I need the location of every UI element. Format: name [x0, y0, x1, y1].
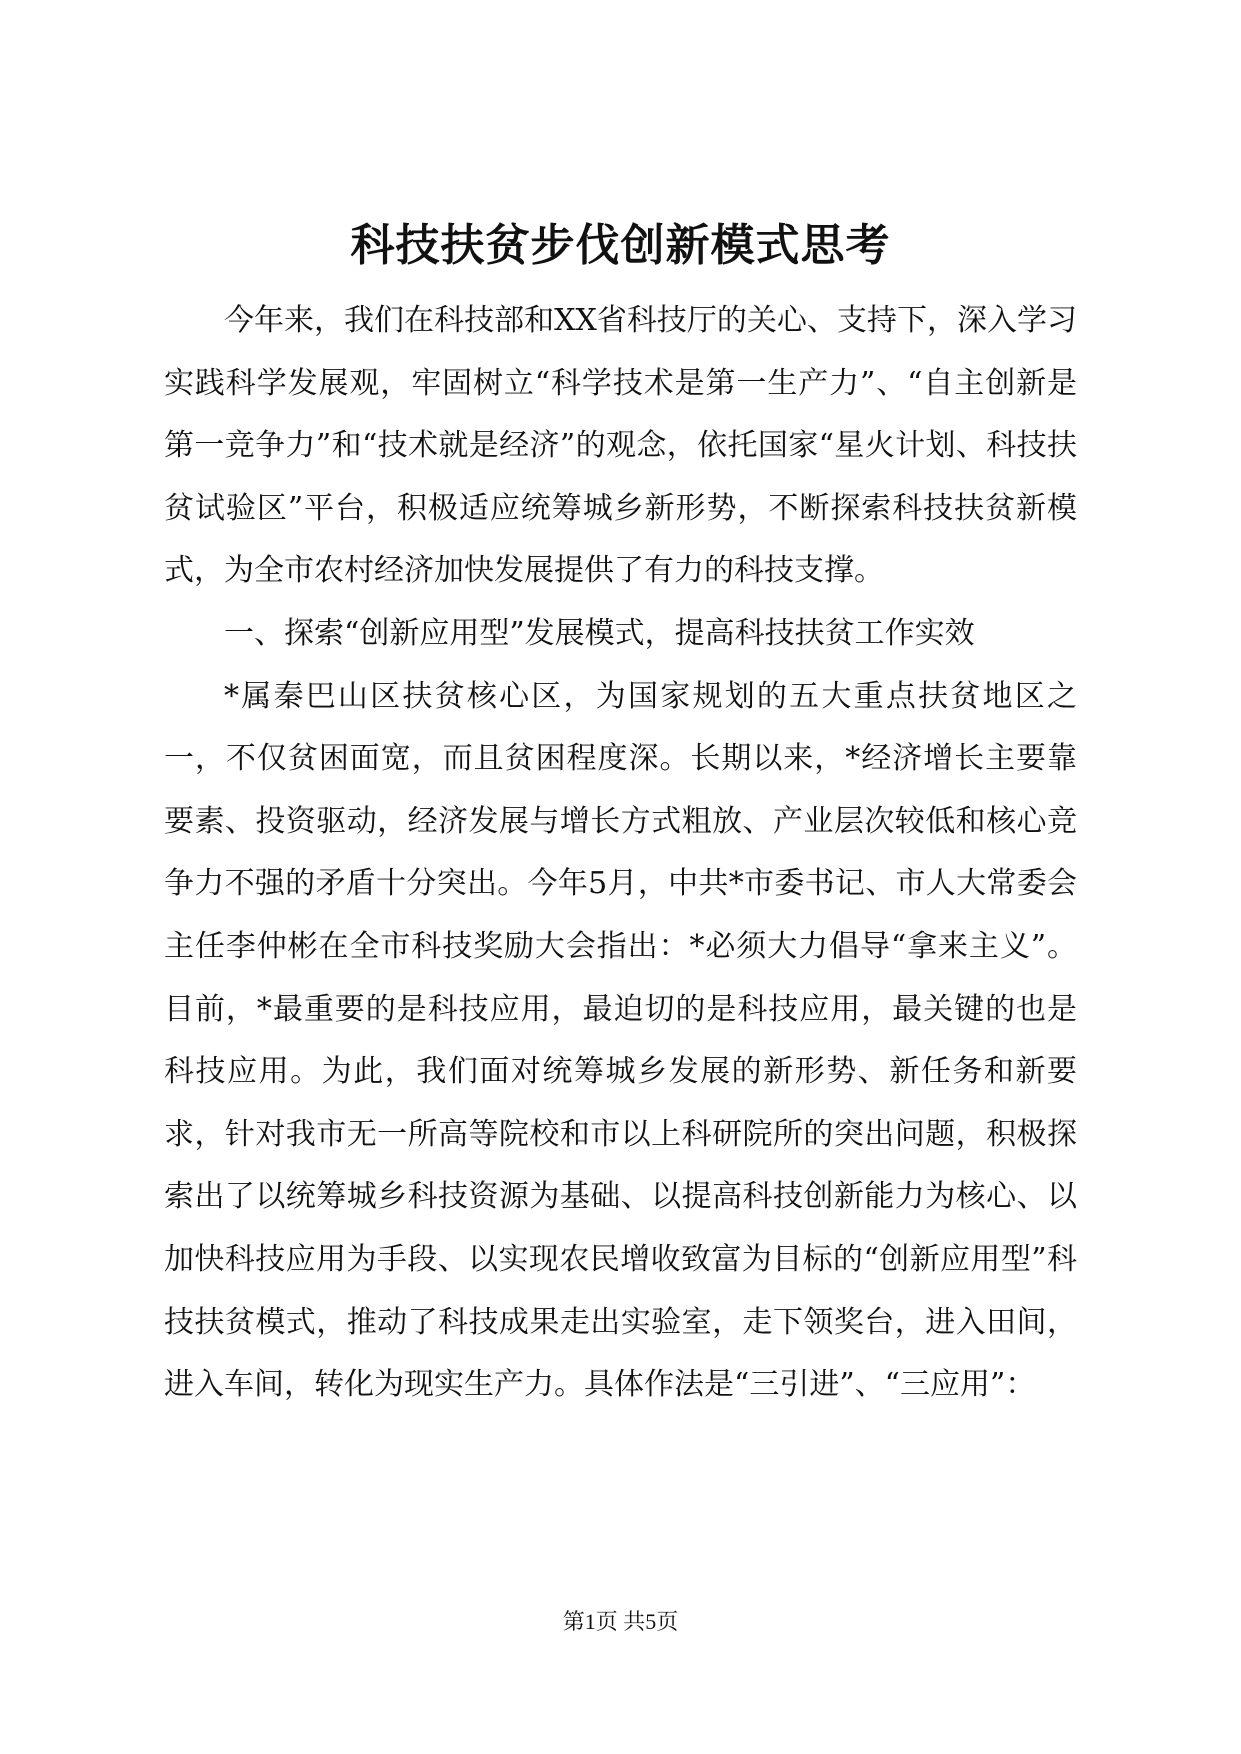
section-heading-1: 一、探索“创新应用型”发展模式，提高科技扶贫工作实效	[224, 615, 975, 651]
document-body	[164, 290, 1077, 1417]
paragraph-section-1: *属秦巴山区扶贫核心区，为国家规划的五大重点扶贫地区之一，不仅贫困面宽，而且贫困程度深。长期以来，*经济增长主要靠要素、投资驱动，经济发展与增长方式粗放、产业层次较低和核心竞争力不强的矛盾十分突出。今年5月，中共*市委书记、市人大常委会主任李仲彬在全市科技奖励大会指出：*必须大力倡导“拿来主义”。目前，*最重要的是科技应用，最迫切的是科技应用，最关键的也是科技应用。为此，我们面对统筹城乡发展的新形势、新任务和新要求，针对我市无一所高等院校和市以上科研院所的突出问题，积极探索出了以统筹城乡科技资源为基础、以提高科技创新能力为核心、以加快科技应用为手段、以实现农民增收致富为目标的“创新应用型”科技扶贫模式，推动了科技成果走出实验室，走下领奖台，进入田间，进入车间，转化为现实生产力。具体作法是“三引进”、“三应用”：	[164, 678, 1077, 1403]
page-number-footer: 第1页 共5页	[562, 1609, 679, 1634]
paragraph-intro: 今年来，我们在科技部和XX省科技厅的关心、支持下，深入学习实践科学发展观，牢固树立“科学技术是第一生产力”、“自主创新是第一竞争力”和“技术就是经济”的观念，依托国家“星火计划、科技扶贫试验区”平台，积极适应统筹城乡新形势，不断探索科技扶贫新模式，为全市农村经济加快发展提供了有力的科技支撑。	[164, 303, 1077, 589]
document-title: 科技扶贫步伐创新模式思考	[350, 220, 891, 271]
